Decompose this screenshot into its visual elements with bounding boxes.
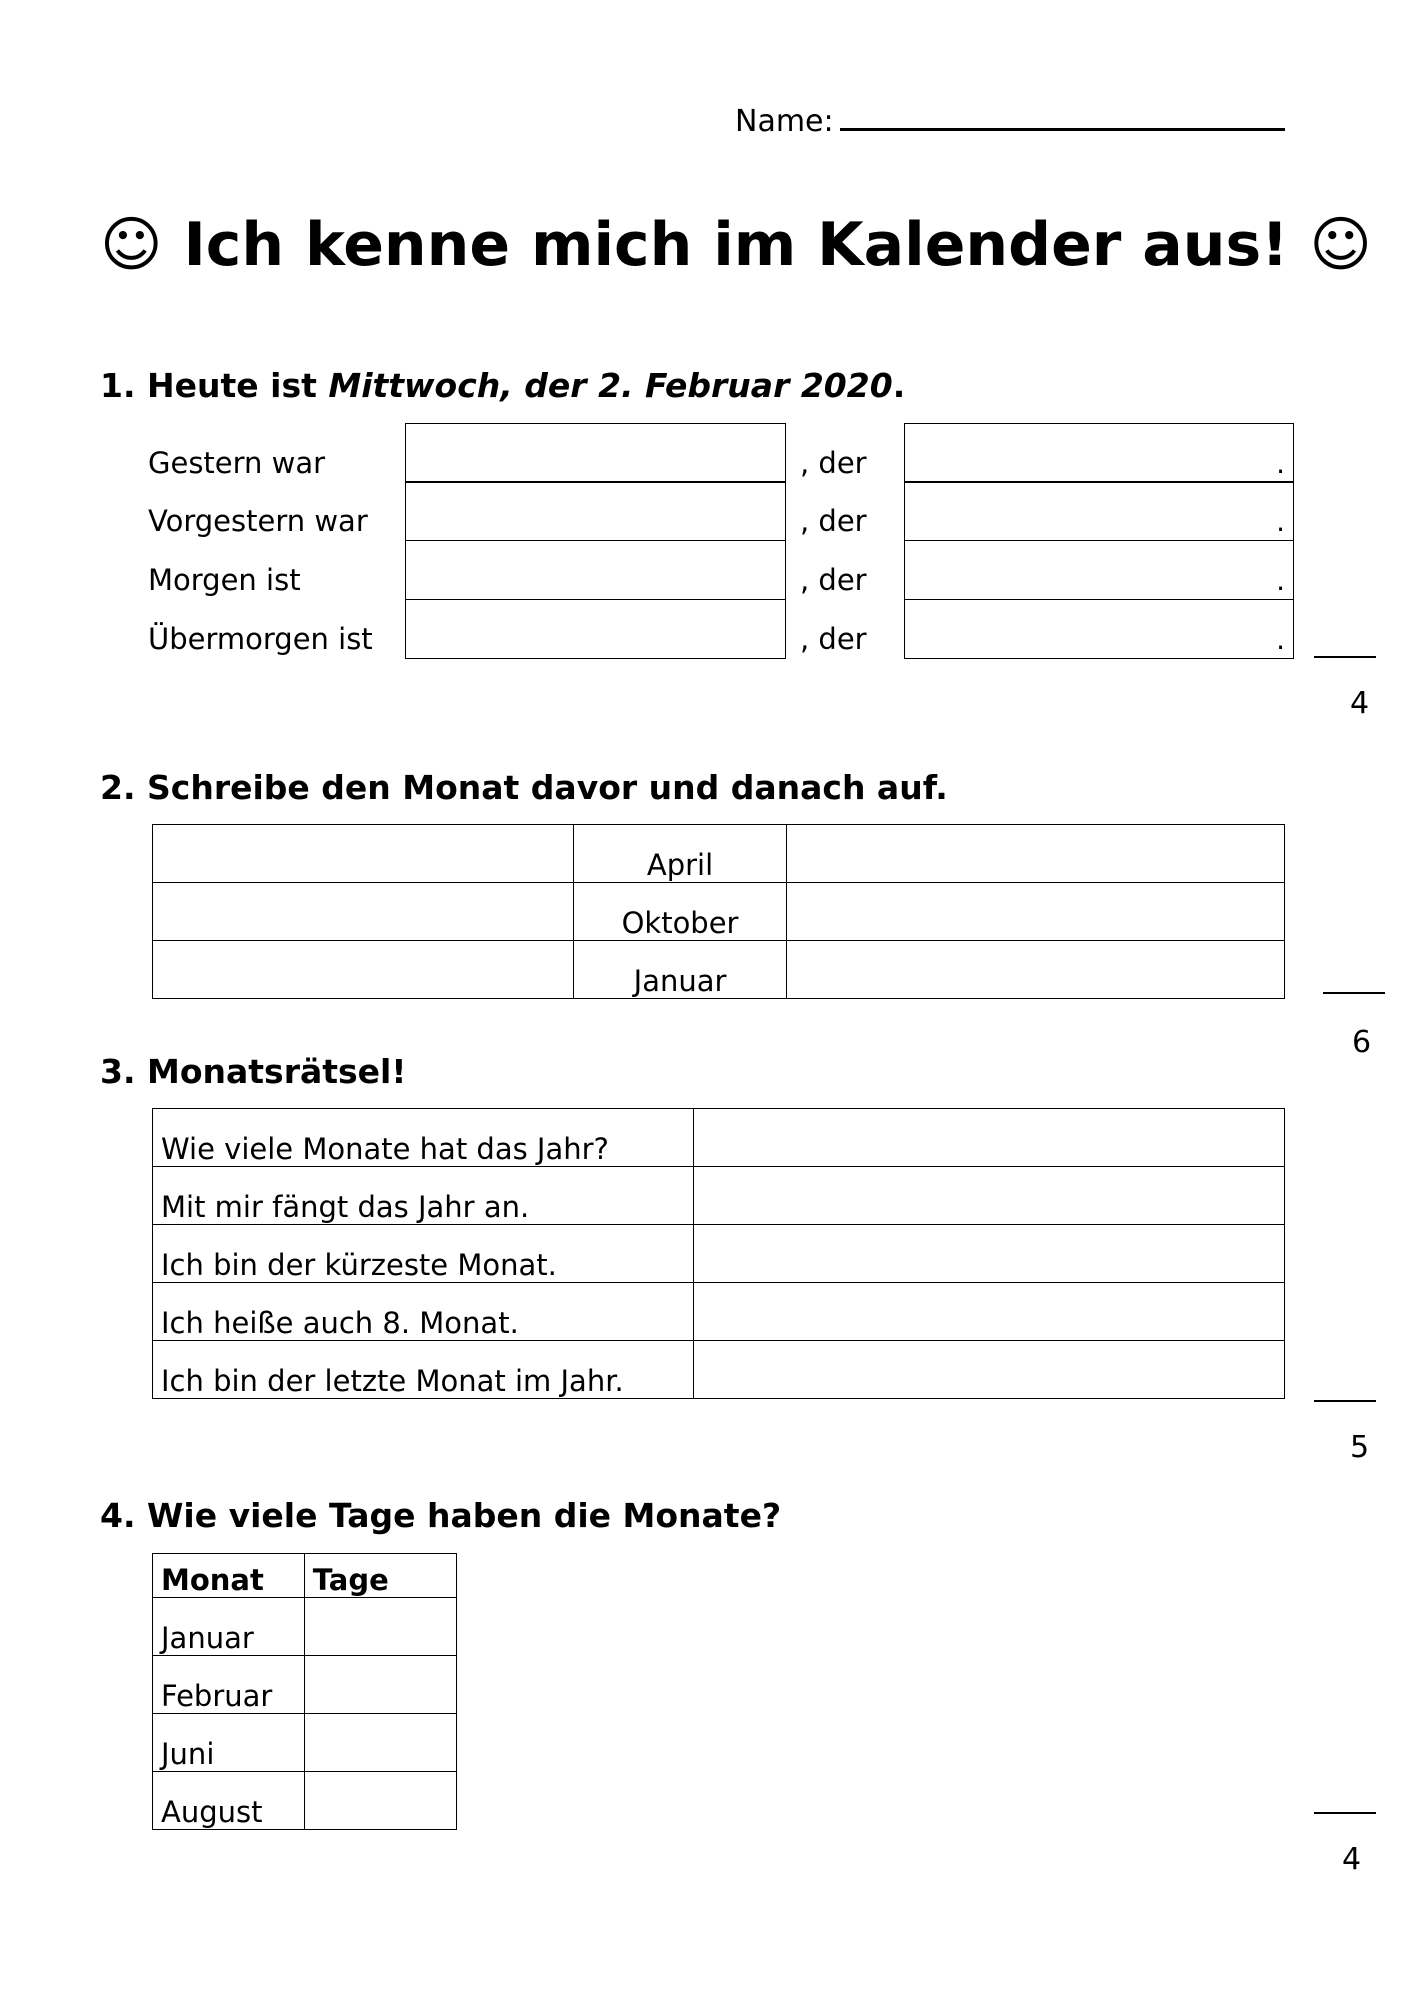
name-field [735,104,1285,139]
section1-heading-text: Heute ist [147,366,329,405]
table-row [153,1772,457,1830]
month-before-cell[interactable] [153,883,574,941]
table-header-row [153,1554,457,1598]
score-line [1323,992,1385,994]
table-row [153,1598,457,1656]
section2-heading-text: Schreibe den Monat davor und danach auf. [147,768,948,807]
weekday-answer-box[interactable] [405,481,786,541]
month-name: Juni [153,1714,305,1772]
section1-row-label: Übermorgen ist [148,622,373,656]
section3-score: 5 [1350,1430,1370,1465]
section1-row-sep: , der [800,622,867,656]
riddle-question: Ich heiße auch 8. Monat. [153,1283,694,1341]
date-answer-box[interactable] [904,423,1294,483]
table-row [153,883,1285,941]
days-answer-cell[interactable] [304,1656,456,1714]
table-row [153,1283,1285,1341]
page-title [100,210,1372,280]
section2-heading [100,768,948,807]
month-after-cell[interactable] [787,941,1285,999]
date-answer-box[interactable] [904,540,1294,600]
month-cell: April [573,825,787,883]
riddle-answer-cell[interactable] [693,1225,1284,1283]
date-dot: . [1276,447,1285,480]
table-row [153,1109,1285,1167]
section3-number: 3. [100,1052,136,1091]
section1-row-sep: , der [800,563,867,597]
column-header-month: Monat [153,1554,305,1598]
page-title-text: Ich kenne mich im Kalender aus! [183,210,1289,280]
section4-number: 4. [100,1496,136,1535]
weekday-answer-box[interactable] [405,540,786,600]
month-cell: Oktober [573,883,787,941]
table-row [153,1714,457,1772]
table-row [153,825,1285,883]
month-name: Februar [153,1656,305,1714]
month-before-cell[interactable] [153,941,574,999]
date-dot: . [1276,623,1285,656]
month-before-cell[interactable] [153,825,574,883]
date-dot: . [1276,505,1285,538]
date-dot: . [1276,564,1285,597]
section1-row-label: Gestern war [148,446,326,480]
score-line [1314,656,1376,658]
riddle-answer-cell[interactable] [693,1109,1284,1167]
section2-number: 2. [100,768,136,807]
month-riddle-table [152,1108,1285,1399]
section1-score: 4 [1350,686,1370,721]
name-input-line[interactable] [840,104,1285,131]
riddle-answer-cell[interactable] [693,1283,1284,1341]
table-row [153,1341,1285,1399]
riddle-question: Wie viele Monate hat das Jahr? [153,1109,694,1167]
month-cell: Januar [573,941,787,999]
section1-number: 1. [100,366,136,405]
riddle-answer-cell[interactable] [693,1167,1284,1225]
month-after-cell[interactable] [787,825,1285,883]
table-row [153,1167,1285,1225]
section1-heading-date: Mittwoch, der 2. Februar 2020 [328,366,893,405]
table-row [153,1225,1285,1283]
section4-score: 4 [1342,1842,1362,1877]
smiley-icon-right: ☺ [1309,210,1372,280]
days-answer-cell[interactable] [304,1772,456,1830]
weekday-answer-box[interactable] [405,423,786,483]
section1-heading-end: . [892,366,906,405]
section1-row-label: Morgen ist [148,563,301,597]
month-days-table [152,1553,457,1830]
score-line [1314,1400,1376,1402]
smiley-icon-left: ☺ [100,210,163,280]
riddle-question: Ich bin der letzte Monat im Jahr. [153,1341,694,1399]
weekday-answer-box[interactable] [405,599,786,659]
month-name: August [153,1772,305,1830]
section1-row-label: Vorgestern war [148,504,368,538]
section3-heading-text: Monatsrätsel! [147,1052,407,1091]
section2-score: 6 [1352,1025,1372,1060]
riddle-question: Ich bin der kürzeste Monat. [153,1225,694,1283]
section4-heading [100,1496,781,1535]
days-answer-cell[interactable] [304,1714,456,1772]
month-after-cell[interactable] [787,883,1285,941]
section1-heading [100,366,905,405]
table-row [153,941,1285,999]
date-answer-box[interactable] [904,481,1294,541]
section3-heading [100,1052,406,1091]
days-answer-cell[interactable] [304,1598,456,1656]
table-row [153,1656,457,1714]
section4-heading-text: Wie viele Tage haben die Monate? [147,1496,782,1535]
riddle-question: Mit mir fängt das Jahr an. [153,1167,694,1225]
riddle-answer-cell[interactable] [693,1341,1284,1399]
score-line [1314,1812,1376,1814]
month-name: Januar [153,1598,305,1656]
date-answer-box[interactable] [904,599,1294,659]
month-before-after-table [152,824,1285,999]
column-header-days: Tage [304,1554,456,1598]
name-label: Name: [735,104,834,139]
section1-row-sep: , der [800,446,867,480]
section1-row-sep: , der [800,504,867,538]
